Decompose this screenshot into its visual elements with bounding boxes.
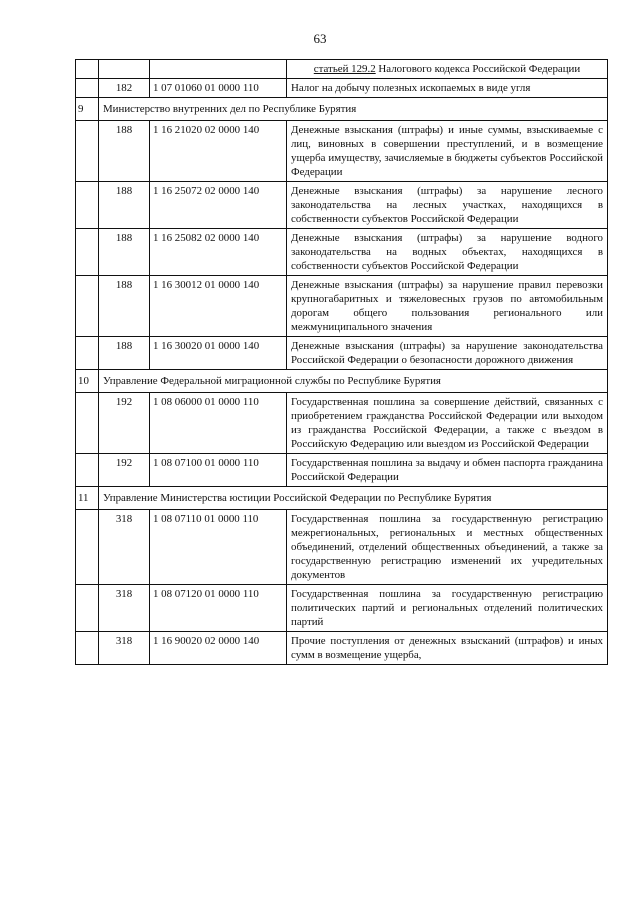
revenue-description: Налог на добычу полезных ископаемых в виде угля	[287, 79, 608, 98]
section-number-cell	[76, 632, 99, 665]
revenue-description: Государственная пошлина за выдачу и обмен паспорта гражданина Российской Федерации	[287, 454, 608, 487]
table-row	[76, 182, 608, 229]
table-row	[76, 585, 608, 632]
section-number-cell	[76, 276, 99, 337]
admin-code: 192	[99, 454, 150, 487]
admin-code: 188	[99, 337, 150, 370]
table-row	[76, 632, 608, 665]
admin-code: 318	[99, 510, 150, 585]
admin-code: 188	[99, 229, 150, 276]
section-number-cell	[76, 454, 99, 487]
revenue-description: Государственная пошлина за государственную регистрацию межрегиональных, региональных и местных общественных объединений, отделений общественных объединений, а также за государственную регистрацию изменений их учредительных документов	[287, 510, 608, 585]
revenue-description: Государственная пошлина за государственную регистрацию политических партий и региональных отделений политических партий	[287, 585, 608, 632]
section-header-row	[76, 370, 608, 393]
budget-classification-code: 1 07 01060 01 0000 110	[150, 79, 287, 98]
section-number-cell	[76, 60, 99, 79]
admin-code-cell	[99, 60, 150, 79]
table-row	[76, 121, 608, 182]
table-row	[76, 393, 608, 454]
revenue-administrators-table	[75, 59, 608, 665]
section-number-cell	[76, 393, 99, 454]
table-row-continued	[76, 60, 608, 79]
admin-code: 188	[99, 276, 150, 337]
revenue-description: Денежные взыскания (штрафы) за нарушение водного законодательства на водных объектах, находящихся в собственности субъектов Российской Федерации	[287, 229, 608, 276]
budget-code-cell	[150, 60, 287, 79]
section-number-cell	[76, 585, 99, 632]
revenue-description: Денежные взыскания (штрафы) и иные суммы, взыскиваемые с лиц, виновных в совершении преступлений, и в возмещение ущерба имуществу, зачисляемые в бюджеты субъектов Российской Федерации	[287, 121, 608, 182]
admin-code: 182	[99, 79, 150, 98]
section-number-cell	[76, 79, 99, 98]
table-row	[76, 510, 608, 585]
admin-code: 188	[99, 182, 150, 229]
section-number: 11	[76, 487, 99, 510]
section-number-cell	[76, 510, 99, 585]
table-row	[76, 229, 608, 276]
revenue-description: Государственная пошлина за совершение действий, связанных с приобретением гражданства Российской Федерации или выходом из гражданства Российской Федерации, а также с въездом в Российскую Федерацию или выездом из Российской Федерации	[287, 393, 608, 454]
budget-classification-code: 1 08 07120 01 0000 110	[150, 585, 287, 632]
section-header-row	[76, 487, 608, 510]
budget-classification-code: 1 16 30012 01 0000 140	[150, 276, 287, 337]
section-number: 10	[76, 370, 99, 393]
section-header-row	[76, 98, 608, 121]
section-number-cell	[76, 182, 99, 229]
revenue-description: Денежные взыскания (штрафы) за нарушение лесного законодательства на лесных участках, находящихся в собственности субъектов Российской Федерации	[287, 182, 608, 229]
budget-classification-code: 1 08 06000 01 0000 110	[150, 393, 287, 454]
admin-code: 192	[99, 393, 150, 454]
table-row	[76, 454, 608, 487]
budget-classification-code: 1 16 30020 01 0000 140	[150, 337, 287, 370]
section-number-cell	[76, 337, 99, 370]
budget-classification-code: 1 16 21020 02 0000 140	[150, 121, 287, 182]
revenue-description: Денежные взыскания (штрафы) за нарушение правил перевозки крупногабаритных и тяжеловесных грузов по автомобильным дорогам общего пользования регионального или межмуниципального значения	[287, 276, 608, 337]
section-number-cell	[76, 229, 99, 276]
admin-code: 188	[99, 121, 150, 182]
continued-text: Налогового кодекса Российской Федерации	[375, 63, 581, 75]
budget-classification-code: 1 16 25082 02 0000 140	[150, 229, 287, 276]
budget-classification-code: 1 16 25072 02 0000 140	[150, 182, 287, 229]
revenue-description: Денежные взыскания (штрафы) за нарушение законодательства Российской Федерации о безопасности дорожного движения	[287, 337, 608, 370]
budget-classification-code: 1 08 07100 01 0000 110	[150, 454, 287, 487]
budget-classification-code: 1 16 90020 02 0000 140	[150, 632, 287, 665]
description-cell	[287, 60, 608, 79]
admin-code: 318	[99, 585, 150, 632]
budget-classification-code: 1 08 07110 01 0000 110	[150, 510, 287, 585]
section-title: Управление Федеральной миграционной службы по Республике Бурятия	[99, 370, 608, 393]
tax-code-article-link[interactable]: статьей 129.2	[313, 63, 376, 75]
section-number-cell	[76, 121, 99, 182]
page-number: 63	[313, 31, 327, 46]
table-row	[76, 276, 608, 337]
revenue-description: Прочие поступления от денежных взысканий (штрафов) и иных сумм в возмещение ущерба,	[287, 632, 608, 665]
section-number: 9	[76, 98, 99, 121]
section-title: Управление Министерства юстиции Российской Федерации по Республике Бурятия	[99, 487, 608, 510]
table-row	[76, 337, 608, 370]
section-title: Министерство внутренних дел по Республике Бурятия	[99, 98, 608, 121]
admin-code: 318	[99, 632, 150, 665]
table-row	[76, 79, 608, 98]
